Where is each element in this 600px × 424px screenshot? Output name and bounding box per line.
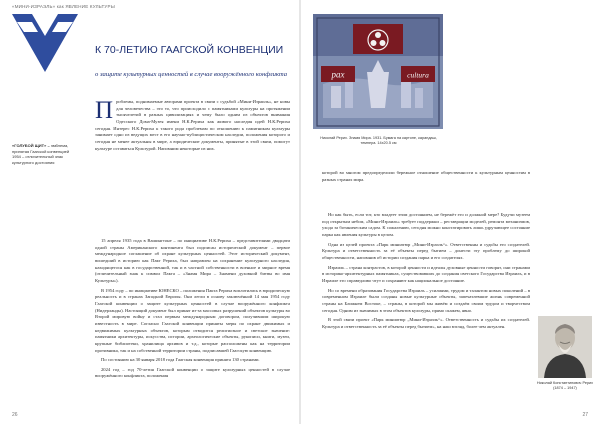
page-number-left: 26	[12, 412, 18, 418]
right-body-column	[322, 212, 530, 334]
painting-word-cultura: cultura	[407, 70, 429, 80]
blue-shield-emblem-icon	[12, 14, 78, 72]
body-paragraph: 15 апреля 1935 года в Вашингтоне – по инициативе Н.К.Рериха – представителями двадцати одной страны Американского континента был подписан исторический документ – первое международное соглашение об охране культурных ценностей. Этот исторический документ, вошедший в историю как Пакт Рериха, был направлен на сохранение культурного наследия, находящегося как в государственной, так и в частной собственности в военное и мирное время (отличительный знак к символ Пакта – «Знамя Мира – Знамени духовной битвы во имя Культуры»).	[95, 238, 290, 283]
emblem-caption-text: эмблема, принятая Гаагской конвенцией 1954 – отличительный знак культурного достояния	[12, 143, 70, 165]
article-headline: К 70-ЛЕТИЮ ГААГСКОЙ КОНВЕНЦИИ	[95, 44, 284, 56]
body-paragraph: 2024 год – год 70-летия Гаагской конвенции о защите культурных ценностей в случае вооружённого конфликта, положения	[95, 366, 290, 379]
roerich-portrait	[538, 316, 592, 378]
body-paragraph: Одна из целей проекта «Парк миниатюр „Мини-Израэль“». Ответственны и судьбы его создателей. Культура и ответственность за её объекты перед бытием – донести эту проблему до широкой общественности, напомнив об истории создания парка и его создателях.	[322, 241, 530, 260]
left-page	[0, 0, 299, 424]
banner-of-peace-painting	[313, 14, 443, 129]
page-number-right: 27	[582, 412, 588, 418]
body-paragraph: Но со времени образования Государства Израиль – усилиями, трудом и талантом новых поколений – в современном Израиле были созданы новые культурные объекты, запечатлевшие жизнь современной страны на Ближнем Востоке, – страны, в которой мы живём и создаём своим трудом и творчеством сегодня. Одним из значимых в этом объектов культуры, прямо скажем, явно.	[322, 287, 530, 313]
drop-cap: П	[95, 97, 114, 124]
body-paragraph: В этой связи проект «Парк миниатюр „Мини-Израэль“». Ответственность и судьбы их создателей. Культура и ответственность за её объекты перед бытием», на наш взгляд, более чем актуален.	[322, 317, 530, 329]
emblem-caption	[12, 143, 78, 165]
body-paragraph: Но как быть, если тот, кто владеет этим достоянием, не бережёт его и должной мере? Будучи музеем под открытым небом, «Мини-Израиль» требует поддержки – реставрации моделей, ремонта механизмов, ухода за ботаническим садом. К сожалению, сегодня можно констатировать лишь удручающее состояние парка как явления культуры в целом.	[322, 212, 530, 237]
running-head: «МИНИ-ИЗРАЭЛЬ» как ЯВЛЕНИЕ КУЛЬТУРЫ	[12, 4, 115, 9]
emblem-caption-title: «ГОЛУБОЙ ЩИТ» –	[12, 143, 50, 148]
painting-caption: Николай Рерих. Знамя Мира. 1931. Бумага на картоне, карандаш, темпера. 14х20.5 см	[320, 136, 437, 145]
painting-word-pax: pax	[331, 69, 345, 80]
lead-paragraph	[95, 99, 290, 152]
right-continuation	[322, 170, 530, 186]
portrait-caption: Николай Константинович Рерих (1874 – 1947)	[536, 381, 594, 390]
left-body-column	[95, 238, 290, 383]
body-paragraph: По состоянию на 30 января 2018 года Гаагская конвенция принята 130 странами.	[101, 357, 260, 363]
article-subhead: о защите культурных ценностей в случае вооружённого конфликта	[95, 71, 288, 78]
lead-text: роблемы, поднимаемые авторами проекта в связи с судьбой «Мини-Израиль», не новы для человечества – это то, что происходило с памятниками культуры на протяжении тысячелетий в разных цивилизациях и чему было одним из объектов внимания Одесского Дома-Музея имени Н.К.Рериха как живого наследия идей Н.К.Рериха сегодня. Интерес Н.К.Рериха к такого рода проблемам по отношению к памятникам культуры занимает одно из ведущих мест в его научно-публицистическом наследии, положения которого и сегодня не менее актуальны в мире, а юридические документы, принятые в этой связи, помогут культуре оставаться Культурой. Напомним некоторые из них.	[95, 99, 290, 151]
body-paragraph: которой во многом предопределили бережное отношение общественности к культурным ценностям в разных странах мира.	[322, 170, 530, 182]
body-paragraph: В 1954 году – по инициативе ЮНЕСКО – положения Пакта Рериха воплотились в юридическую реальность и в странах Западной Европы. Они легли в основу заключённой 14 мая 1954 году Гаагской конвенции о защите культурных ценностей в случае вооружённого конфликта (Нидерланды). Настоящий документ был принят из-за массовых разрушений объектов культуры во Второй мировую войну и стал первым международным договором, получившим широкую известность в мире. Согласно Гаагской конвенции приняты меры по охране движимых и недвижимых культурных объектов, которым отводится религиозное и светское значение: памятники архитектуры, искусства, истории, археологические объекты, рукописи, книги, музеи, крупные библиотеки, хранилища архивов и т.д., которые расположены как на территории противника, так и на собственной территории страны, подписавшей Гаагскую конвенцию.	[95, 287, 290, 353]
body-paragraph: Израиль – страна контрастов, в которой ценности и идеалы духовные ценности говорят, они странами в историко-архитектурных памятниках, существовавших до создания светского Государства Израиль, и в Израиле это справедливо чтут и сохраняют как национальное достояние.	[322, 264, 530, 283]
